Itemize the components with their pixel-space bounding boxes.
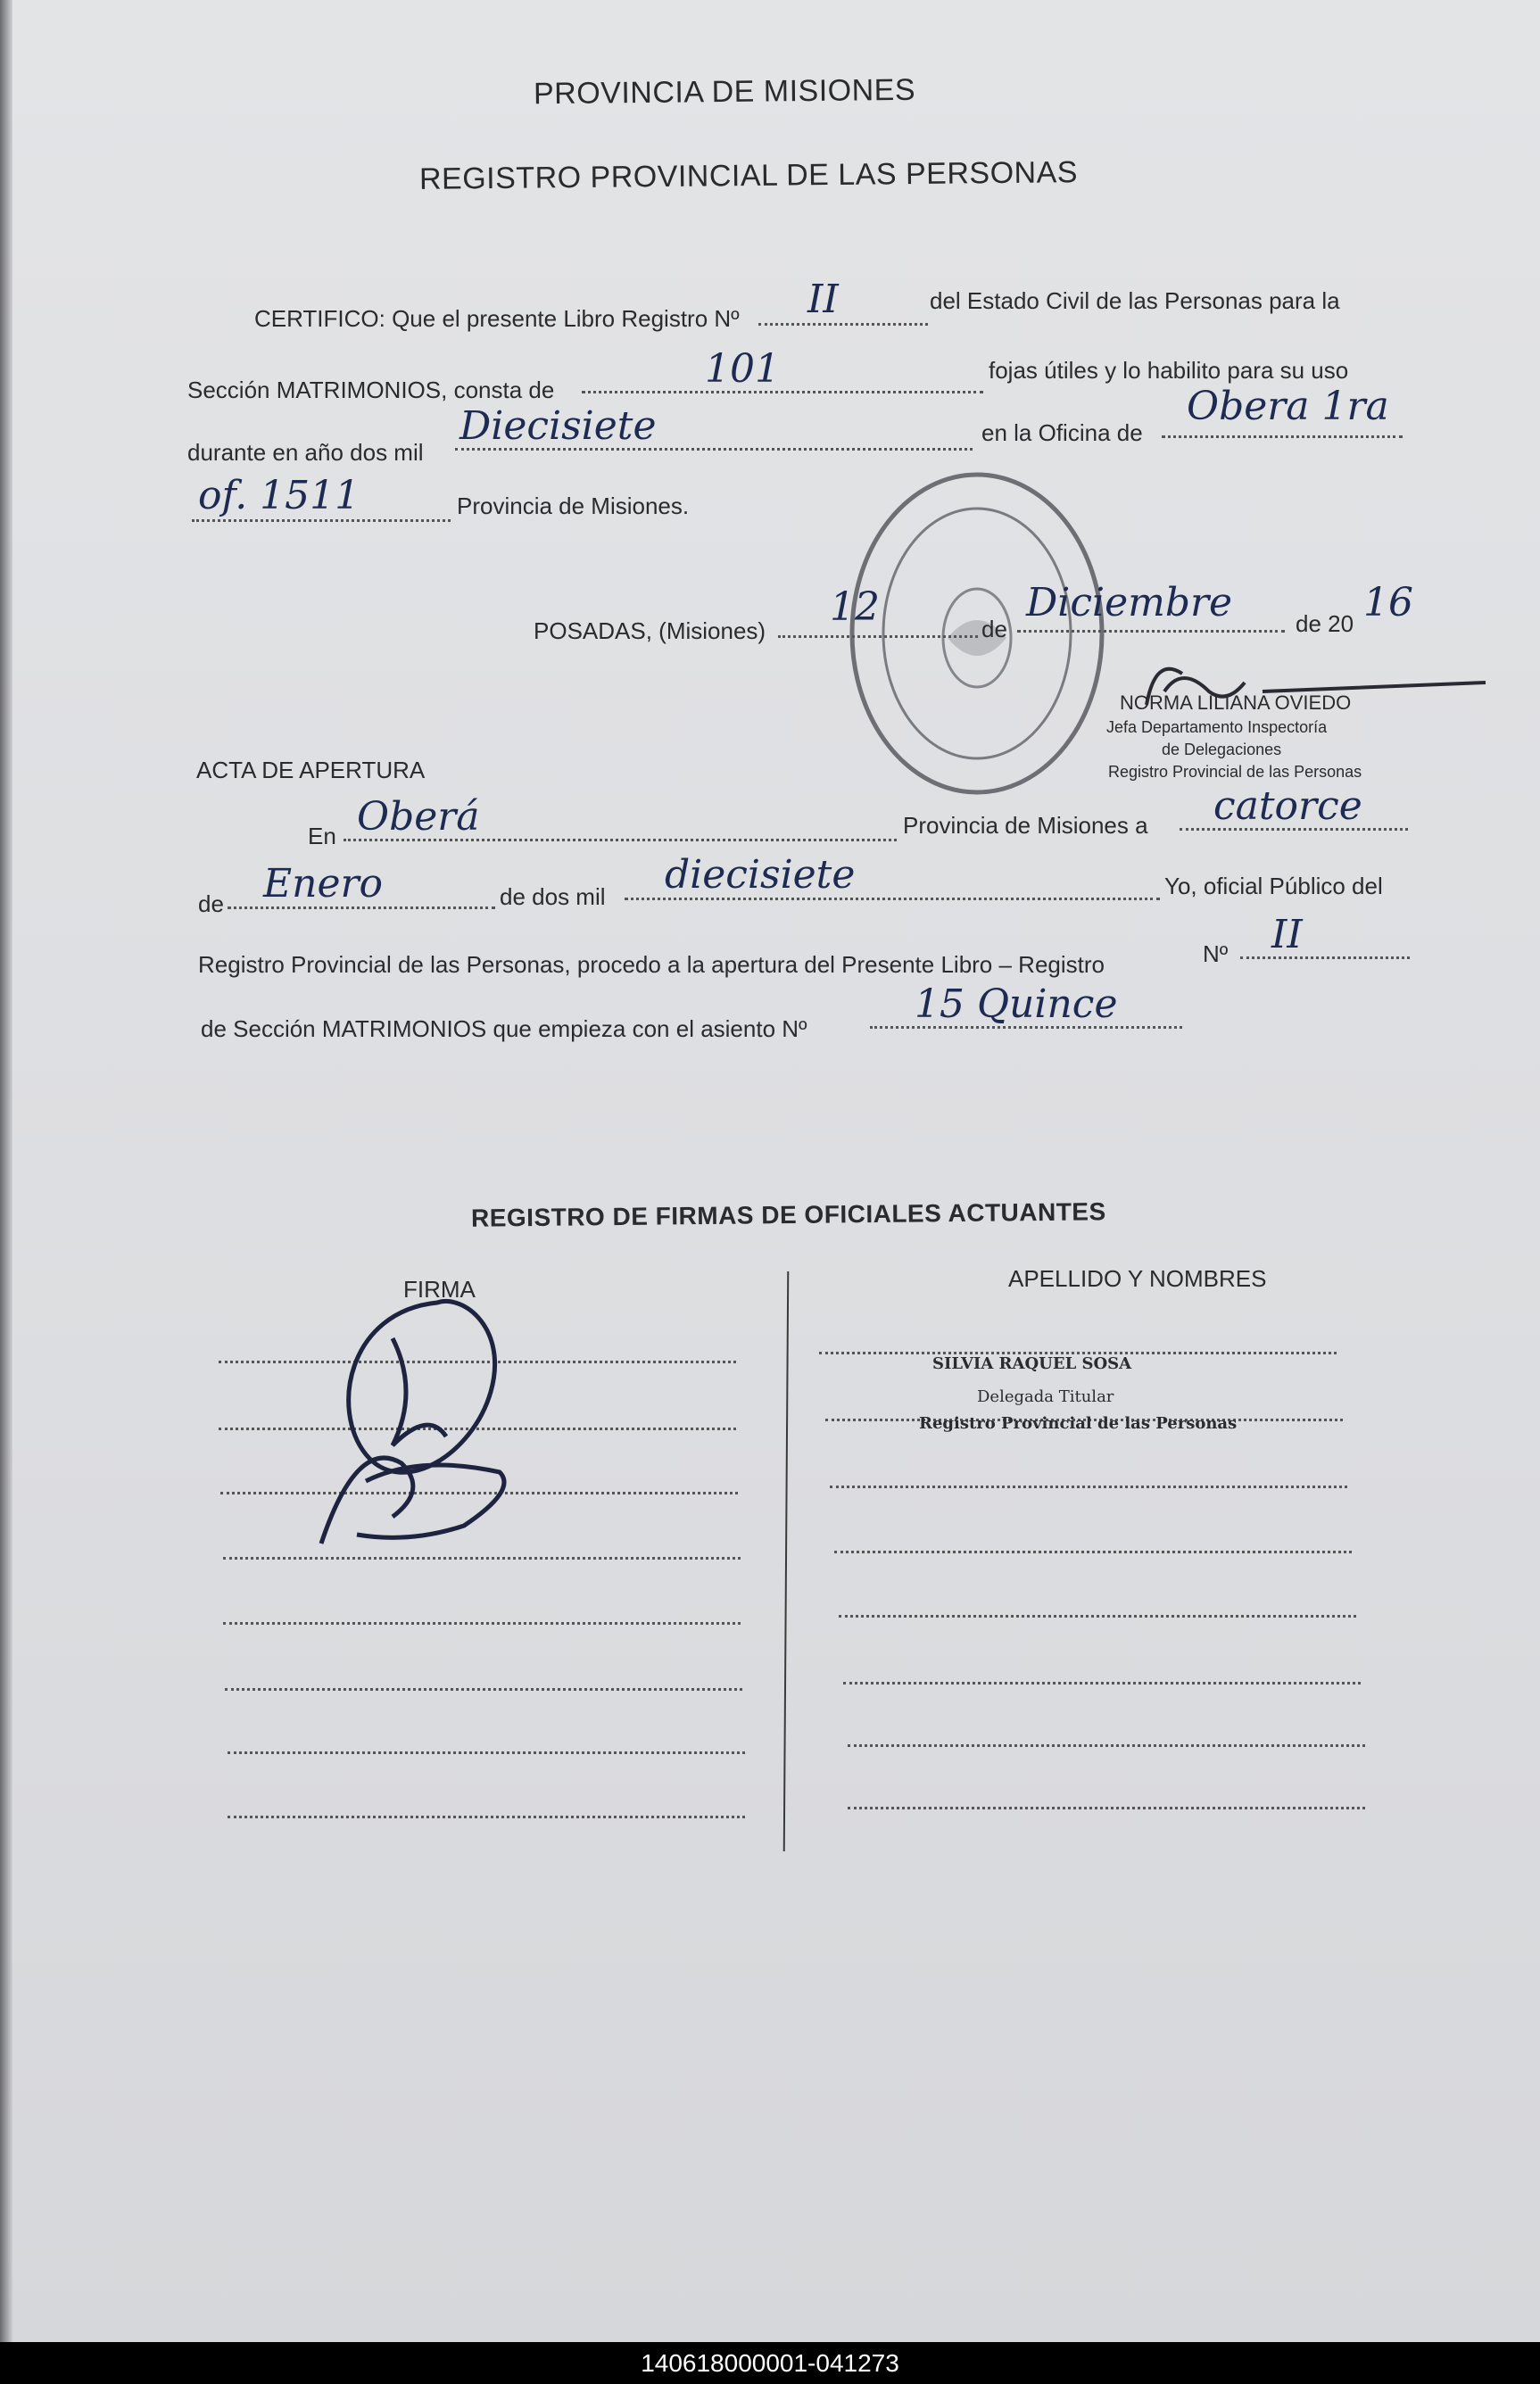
document-id-bar (0, 2342, 1540, 2384)
firma-line (225, 1688, 742, 1691)
fill-line (192, 519, 451, 522)
registry-title: REGISTRO PROVINCIAL DE LAS PERSONAS (418, 155, 1079, 196)
stamp-name: SILVIA RAQUEL SOSA (932, 1354, 1132, 1373)
de20-label: de 20 (1296, 610, 1354, 637)
acta-registro-handwritten: II (1271, 912, 1303, 957)
ministry-seal (848, 468, 1106, 799)
anio-short-handwritten: 16 (1363, 580, 1413, 625)
certifico-text-4: Provincia de Misiones. (457, 493, 690, 519)
firma-column-label: FIRMA (403, 1276, 476, 1303)
page-edge (0, 0, 12, 2342)
acta-anio-handwritten: diecisiete (665, 852, 856, 898)
oficina-cont-handwritten: of. 1511 (198, 473, 360, 518)
firma-line (223, 1622, 741, 1625)
oficina-handwritten: Obera 1ra (1187, 384, 1389, 429)
fill-line (625, 898, 1160, 900)
certifico-text-1b: del Estado Civil de las Personas para la (930, 287, 1340, 314)
firma-line (228, 1751, 745, 1754)
official-title-1: Jefa Departamento Inspectoría (1106, 718, 1328, 736)
acta-mes-handwritten: Enero (263, 861, 384, 906)
dia-handwritten: 12 (830, 584, 880, 630)
stamp-org: Registro Provincial de las Personas (919, 1414, 1238, 1433)
acta-nro-label: Nº (1203, 940, 1229, 967)
de-label: de (981, 616, 1007, 642)
fill-line (582, 391, 983, 393)
nombres-line (830, 1486, 1347, 1488)
acta-text-3: Registro Provincial de las Personas, procedo a la apertura del Presente Libro – Registro (198, 951, 1105, 978)
column-divider (783, 1271, 790, 1851)
libro-number-handwritten: II (807, 277, 839, 322)
stamp-title: Delegada Titular (977, 1387, 1114, 1406)
fill-line (1162, 435, 1403, 438)
fill-line (1240, 956, 1410, 959)
nombres-line (834, 1551, 1352, 1553)
posadas-label: POSADAS, (Misiones) (534, 617, 766, 644)
province-title: PROVINCIA DE MISIONES (533, 72, 916, 112)
acta-prov-label: Provincia de Misiones a (903, 812, 1148, 839)
fill-line (228, 906, 495, 909)
fill-line (1017, 630, 1285, 633)
official-title-3: Registro Provincial de las Personas (1108, 763, 1362, 781)
acta-heading: ACTA DE APERTURA (196, 757, 426, 783)
acta-text-4: de Sección MATRIMONIOS que empieza con el asiento Nº (201, 1015, 807, 1042)
acta-dosmil-label: de dos mil (500, 883, 606, 910)
acta-de-label: de (198, 890, 224, 917)
firma-line (228, 1816, 745, 1818)
certifico-text-3: durante en año dos mil (187, 439, 424, 466)
nombres-line (848, 1744, 1365, 1747)
nombres-line (848, 1807, 1365, 1809)
nombres-line (843, 1682, 1361, 1685)
acta-dia-handwritten: catorce (1213, 783, 1362, 829)
official-name: NORMA LILIANA OVIEDO (1120, 691, 1352, 714)
acta-asiento-handwritten: 15 Quince (915, 981, 1118, 1027)
firmas-heading: REGISTRO DE FIRMAS DE OFICIALES ACTUANTES (470, 1197, 1106, 1232)
fill-line (758, 323, 928, 326)
certifico-text-2b: fojas útiles y lo habilito para su uso (989, 357, 1349, 384)
acta-yo-label: Yo, oficial Público del (1164, 873, 1383, 899)
handwritten-signature (312, 1285, 544, 1570)
anio-handwritten: Diecisiete (460, 403, 657, 449)
document-id: 140618000001-041273 (641, 2349, 899, 2377)
certifico-text-2: Sección MATRIMONIOS, consta de (187, 377, 555, 403)
nombres-column-label: APELLIDO Y NOMBRES (1008, 1265, 1267, 1292)
acta-en-label: En (308, 823, 336, 849)
official-title-2: de Delegaciones (1162, 741, 1282, 758)
nombres-line (839, 1615, 1356, 1618)
certifico-text-1: CERTIFICO: Que el presente Libro Registro Nº (254, 305, 740, 332)
fojas-handwritten: 101 (705, 346, 780, 392)
certifico-text-3b: en la Oficina de (981, 419, 1143, 446)
fill-line (778, 635, 978, 638)
acta-lugar-handwritten: Oberá (357, 794, 480, 840)
mes-handwritten: Diciembre (1026, 580, 1233, 625)
